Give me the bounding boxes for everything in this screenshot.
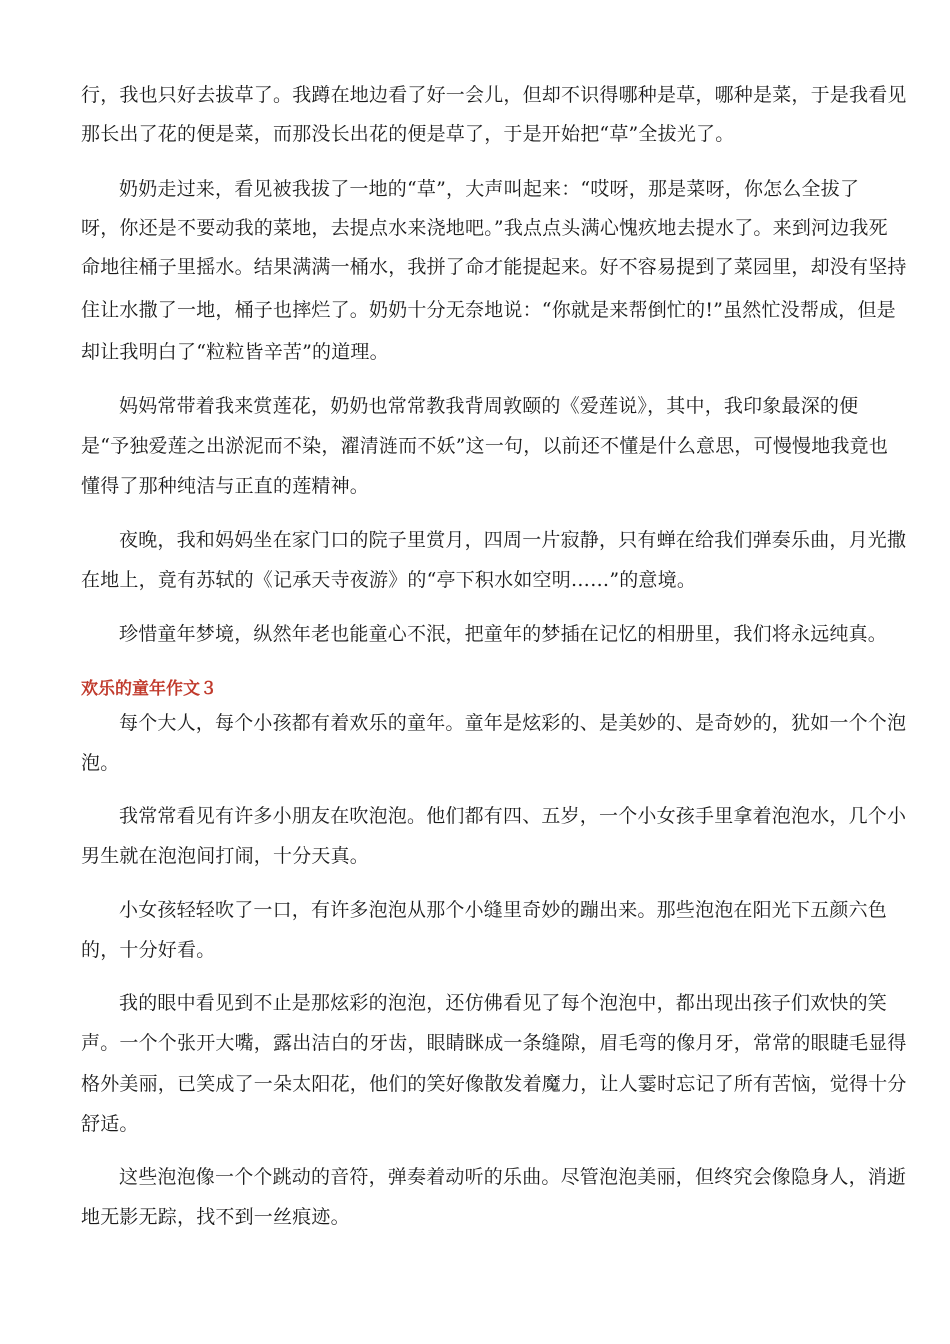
paragraph-line: 是“予独爱莲之出淤泥而不染，濯清涟而不妖”这一句，以前还不懂是什么意思，可慢慢地我竟也 bbox=[81, 435, 889, 457]
paragraph-line: 在地上，竟有苏轼的《记承天寺夜游》的“亭下积水如空明……”的意境。 bbox=[81, 569, 697, 591]
paragraph-line: 行，我也只好去拔草了。我蹲在地边看了好一会儿，但却不识得哪种是草，哪种是菜，于是我看见 bbox=[81, 84, 907, 106]
paragraph-line: 那长出了花的便是菜，而那没长出花的便是草了，于是开始把“草”全拔光了。 bbox=[81, 123, 735, 145]
section-heading: 欢乐的童年作文３ bbox=[81, 679, 217, 699]
paragraph-line: 懂得了那种纯洁与正直的莲精神。 bbox=[81, 475, 370, 497]
paragraph-line: 的，十分好看。 bbox=[81, 939, 216, 961]
paragraph-line: 舒适。 bbox=[81, 1113, 139, 1135]
paragraph-line: 男生就在泡泡间打闹，十分天真。 bbox=[81, 845, 370, 867]
paragraph-line: 妈妈常带着我来赏莲花，奶奶也常常教我背周敦颐的《爱莲说》，其中，我印象最深的便 bbox=[119, 395, 859, 417]
paragraph-line: 泡。 bbox=[81, 752, 120, 774]
paragraph-line: 地无影无踪，找不到一丝痕迹。 bbox=[81, 1206, 350, 1228]
paragraph-line: 奶奶走过来，看见被我拔了一地的“草”，大声叫起来：“哎呀，那是菜呀，你怎么全拔了 bbox=[119, 178, 860, 200]
paragraph-line: 这些泡泡像一个个跳动的音符，弹奏着动听的乐曲。尽管泡泡美丽，但终究会像隐身人，消逝 bbox=[119, 1166, 907, 1188]
paragraph-line: 格外美丽，已笑成了一朵太阳花，他们的笑好像散发着魔力，让人霎时忘记了所有苦恼，觉得十分 bbox=[81, 1073, 907, 1095]
paragraph-line: 住让水撒了一地，桶子也摔烂了。奶奶十分无奈地说：“你就是来帮倒忙的!”虽然忙没帮成，但是 bbox=[81, 299, 896, 321]
paragraph-line: 声。一个个张开大嘴，露出洁白的牙齿，眼睛眯成一条缝隙，眉毛弯的像月牙，常常的眼睫毛显得 bbox=[81, 1032, 907, 1054]
paragraph-line: 却让我明白了“粒粒皆辛苦”的道理。 bbox=[81, 341, 389, 363]
paragraph-line: 我常常看见有许多小朋友在吹泡泡。他们都有四、五岁，一个小女孩手里拿着泡泡水，几个小 bbox=[119, 805, 907, 827]
paragraph-line: 每个大人，每个小孩都有着欢乐的童年。童年是炫彩的、是美妙的、是奇妙的，犹如一个个泡 bbox=[119, 712, 907, 734]
paragraph-line: 珍惜童年梦境，纵然年老也能童心不泯，把童年的梦插在记忆的相册里，我们将永远纯真。 bbox=[119, 623, 888, 645]
paragraph-line: 命地往桶子里摇水。结果满满一桶水，我拼了命才能提起来。好不容易提到了菜园里，却没有坚持 bbox=[81, 256, 907, 278]
paragraph-line: 呀，你还是不要动我的菜地，去提点水来浇地吧。”我点点头满心愧疚地去提水了。来到河边我死 bbox=[81, 217, 888, 239]
paragraph-line: 小女孩轻轻吹了一口，有许多泡泡从那个小缝里奇妙的蹦出来。那些泡泡在阳光下五颜六色 bbox=[119, 899, 888, 921]
paragraph-line: 夜晚，我和妈妈坐在家门口的院子里赏月，四周一片寂静，只有蝉在给我们弹奏乐曲，月光撒 bbox=[119, 529, 907, 551]
paragraph-line: 我的眼中看见到不止是那炫彩的泡泡，还仿佛看见了每个泡泡中，都出现出孩子们欢快的笑 bbox=[119, 992, 888, 1014]
